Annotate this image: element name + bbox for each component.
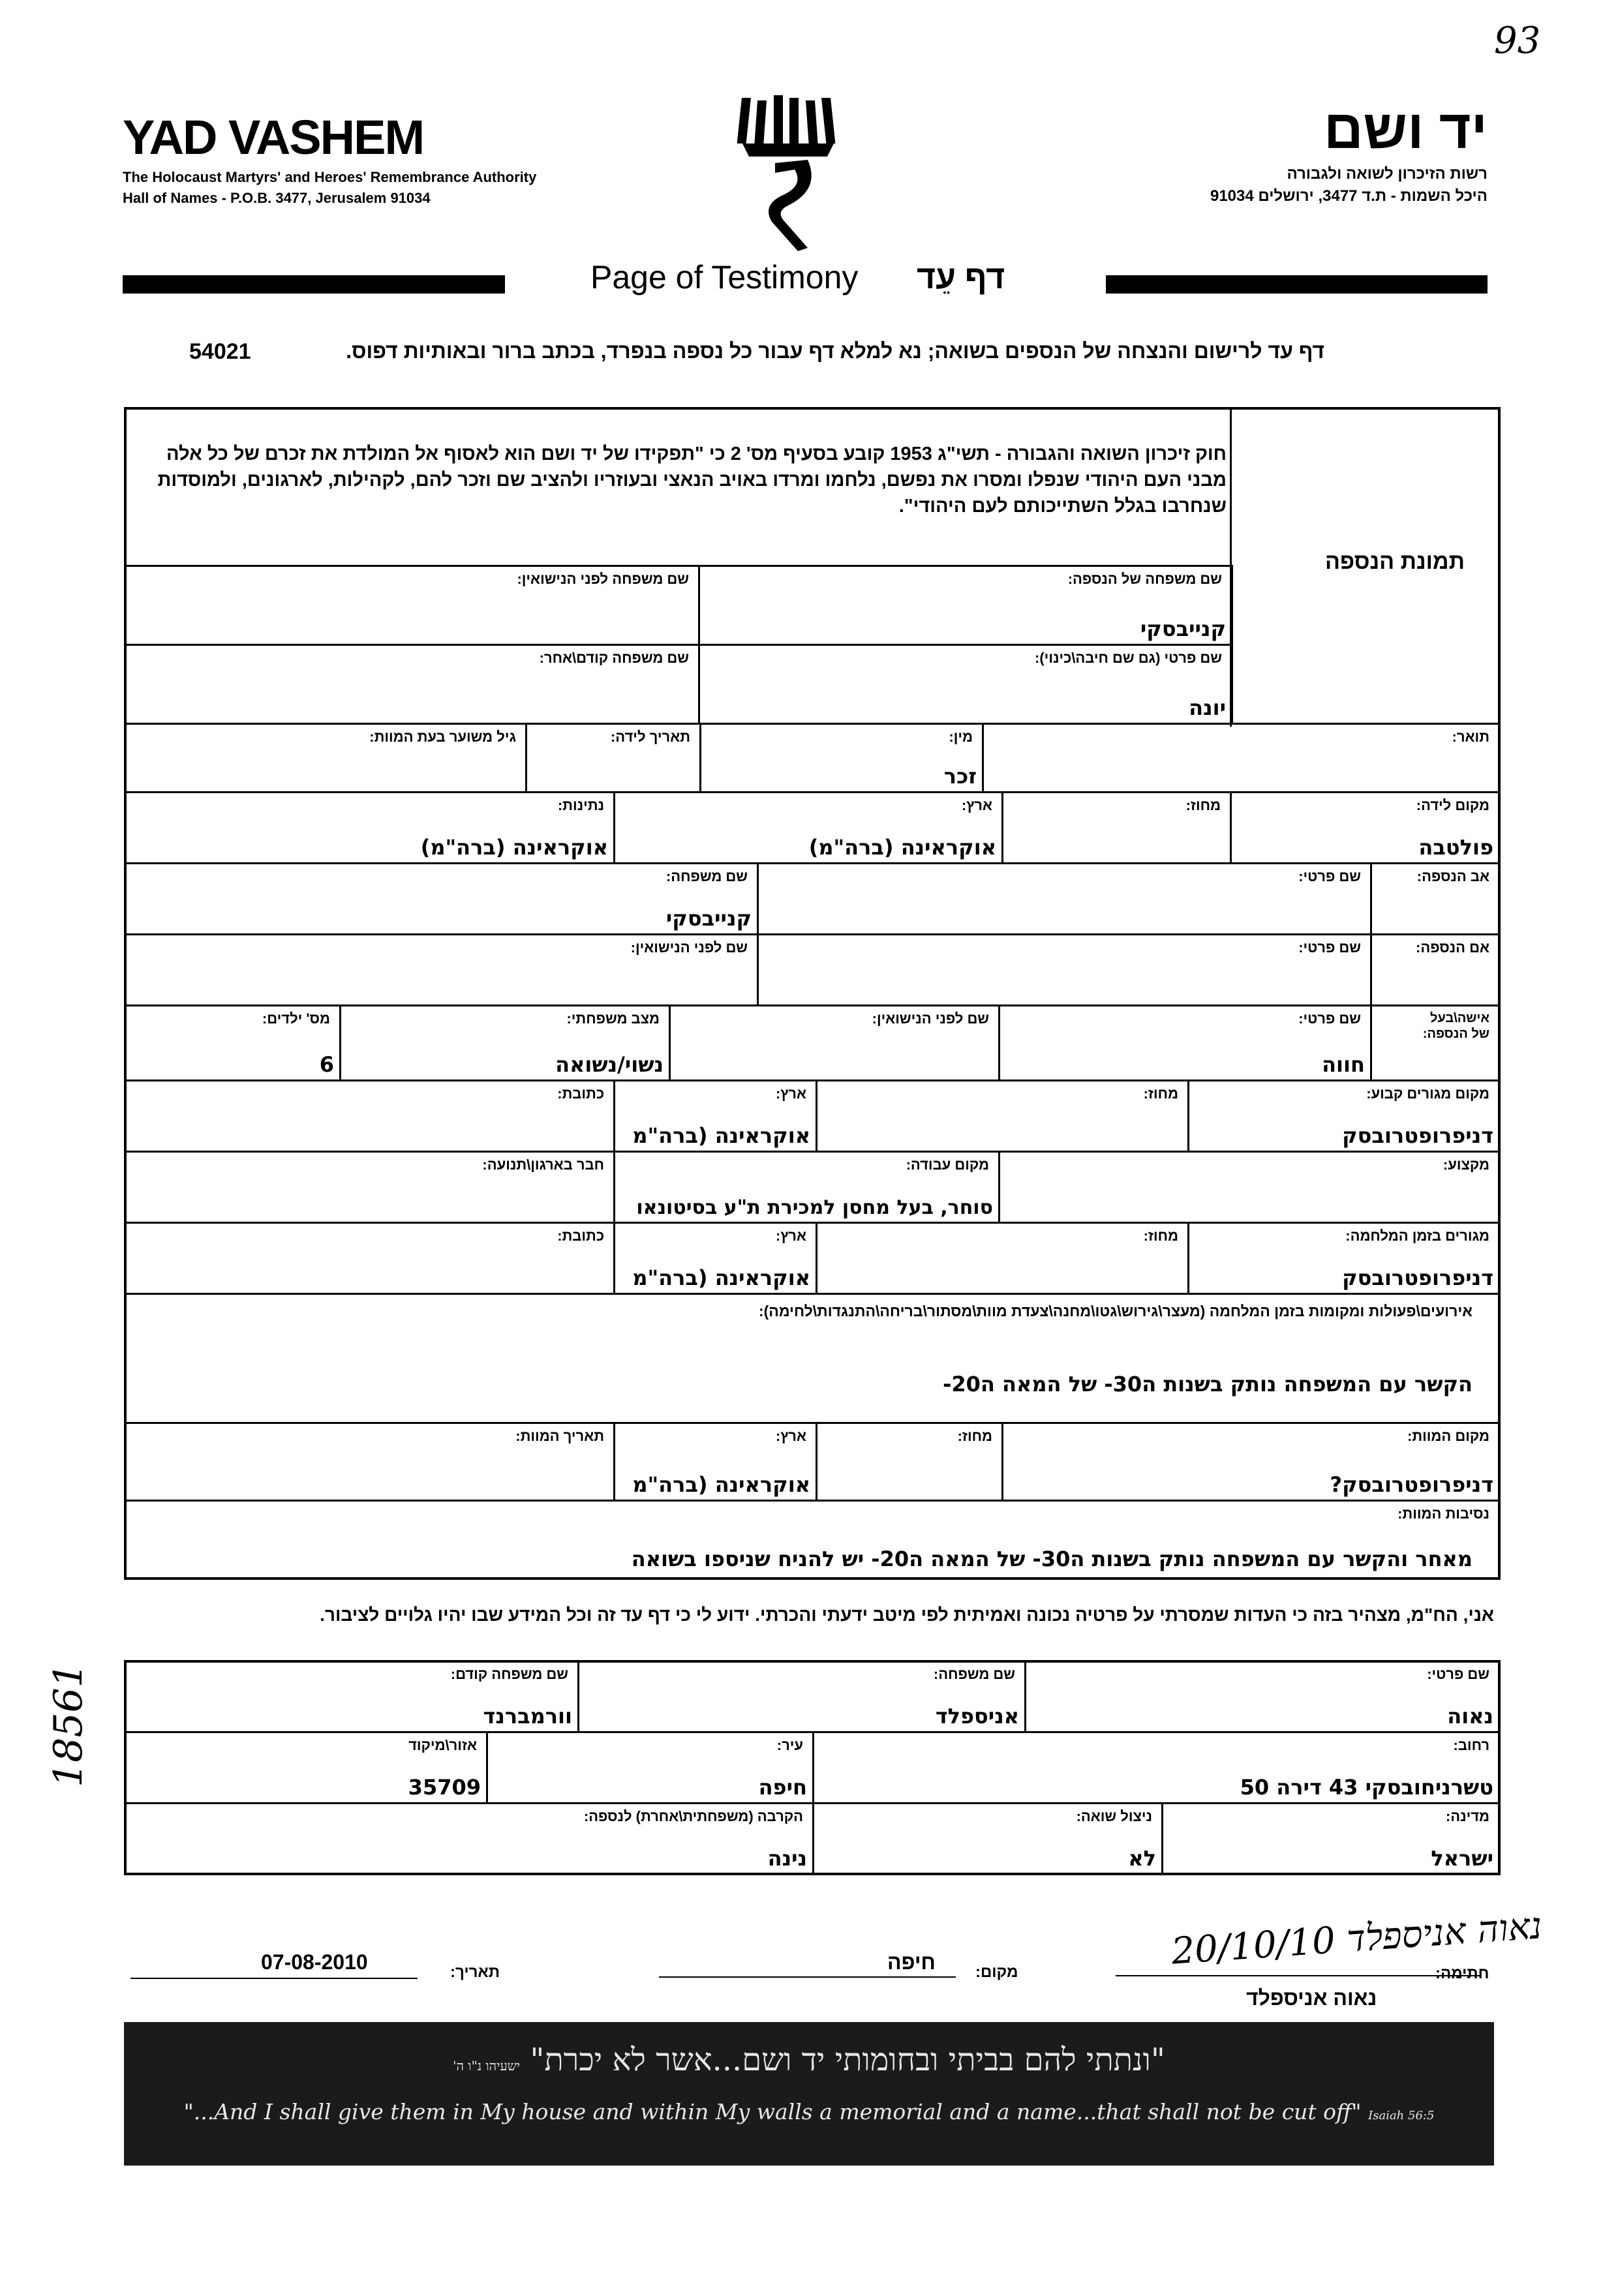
war-country-cell[interactable]: [613, 1222, 817, 1295]
war-address-cell[interactable]: [124, 1222, 615, 1295]
date-label: תאריך:: [450, 1963, 500, 1981]
war-residence-cell[interactable]: [1187, 1222, 1501, 1295]
war-region-cell[interactable]: [816, 1222, 1189, 1295]
death-cause-value: מאחר והקשר עם המשפחה נותק בשנות ה30- של המאה ה20- יש להניח שניספו בשואה: [631, 1547, 1473, 1571]
organization-cell[interactable]: [124, 1151, 615, 1224]
prev-surname-label: שם משפחה קודם\אחר:: [539, 650, 689, 666]
age-cell[interactable]: [124, 723, 527, 793]
street-cell[interactable]: [812, 1731, 1501, 1804]
country-label: מדינה:: [1445, 1808, 1489, 1824]
city-value: חיפה: [758, 1775, 807, 1800]
title-cell[interactable]: [982, 723, 1501, 793]
birth-country-label: ארץ:: [961, 797, 992, 813]
war-region-label: מחוז:: [1143, 1228, 1178, 1244]
war-country-label: ארץ:: [775, 1228, 806, 1244]
mother-maiden-cell[interactable]: [124, 933, 759, 1006]
residence-value: דניפרופטרובסק: [1342, 1123, 1493, 1148]
maiden-name-cell[interactable]: [124, 565, 700, 646]
submitter-surname-value: אניספלד: [935, 1704, 1019, 1729]
surname-label: שם משפחה של הנספה:: [1067, 571, 1222, 587]
zip-cell[interactable]: [124, 1731, 488, 1804]
zip-value: 35709: [408, 1775, 481, 1800]
marital-value: נשוי/נשואה: [555, 1052, 664, 1077]
place-label: מקום:: [975, 1963, 1018, 1981]
surname-cell[interactable]: [698, 565, 1233, 646]
sex-label: מין:: [949, 729, 973, 745]
father-first-label: שם פרטי:: [1298, 868, 1361, 884]
workplace-label: מקום עבודה:: [906, 1156, 989, 1173]
birth-region-label: מחוז:: [1185, 797, 1221, 813]
death-date-label: תאריך המוות:: [515, 1428, 604, 1444]
country-cell[interactable]: [1161, 1802, 1501, 1875]
father-label: אב הנספה:: [1416, 868, 1489, 884]
spouse-maiden-cell[interactable]: [669, 1004, 1000, 1081]
father-surname-label: שם משפחה:: [665, 868, 748, 884]
death-region-cell[interactable]: [816, 1422, 1003, 1502]
war-address-label: כתובת:: [557, 1228, 604, 1244]
street-value: טשרניחובסקי 43 דירה 50: [1240, 1775, 1493, 1800]
dob-cell[interactable]: [525, 723, 701, 793]
death-country-cell[interactable]: [613, 1422, 817, 1502]
footer-he-ref: ישעיהו נ"ו ה': [453, 2058, 521, 2074]
first-name-value: יונה: [1189, 695, 1226, 720]
survivor-value: לא: [1128, 1846, 1156, 1871]
residence-cell[interactable]: [1187, 1080, 1501, 1153]
residence-region-cell[interactable]: [816, 1080, 1189, 1153]
mother-first-label: שם פרטי:: [1298, 939, 1361, 956]
father-cell[interactable]: [1370, 862, 1501, 935]
city-label: עיר:: [776, 1737, 803, 1753]
surname-value: קנייבסקי: [1140, 616, 1226, 641]
maiden-name-label: שם משפחה לפני הנישואין:: [517, 571, 689, 587]
city-cell[interactable]: [486, 1731, 814, 1804]
submitter-prev-value: וורמברנד: [483, 1704, 572, 1729]
residence-region-label: מחוז:: [1143, 1085, 1178, 1102]
street-label: רחוב:: [1453, 1737, 1489, 1753]
title-label: תואר:: [1452, 729, 1489, 745]
spouse-maiden-label: שם לפני הנישואין:: [872, 1010, 989, 1027]
relation-value: נינה: [767, 1846, 807, 1871]
form-number: 54021: [189, 339, 251, 364]
death-country-value: אוקראינה (ברה"מ: [632, 1472, 810, 1497]
signature-line: [1116, 1975, 1481, 1976]
footer-he-quote: [124, 2042, 1494, 2078]
war-residence-value: דניפרופטרובסק: [1342, 1265, 1493, 1290]
mother-cell[interactable]: [1370, 933, 1501, 1006]
children-cell[interactable]: [124, 1004, 341, 1081]
country-value: ישראל: [1431, 1846, 1493, 1871]
war-residence-label: מגורים בזמן המלחמה:: [1345, 1228, 1489, 1244]
page-number: 93: [1494, 20, 1541, 62]
header-he: [1210, 98, 1488, 205]
relation-cell[interactable]: [124, 1802, 814, 1875]
dob-label: תאריך לידה:: [610, 729, 690, 745]
sex-cell[interactable]: [699, 723, 984, 793]
zip-label: אזור\מיקוד: [408, 1737, 477, 1753]
father-surname-value: קנייבסקי: [665, 906, 752, 931]
war-country-value: אוקראינה (ברה"מ: [632, 1265, 810, 1290]
place-line: [659, 1976, 956, 1978]
profession-label: מקצוע:: [1442, 1156, 1489, 1173]
page-title-he: דף עֵד: [917, 259, 1005, 295]
footer-en-quote: [124, 2099, 1494, 2124]
events-value: הקשר עם המשפחה נותק בשנות ה30- של המאה ה20-: [943, 1372, 1473, 1397]
prev-surname-cell[interactable]: [124, 644, 700, 725]
profession-cell[interactable]: [998, 1151, 1501, 1224]
declaration: אני, הח"מ, מצהיר בזה כי העדות שמסרתי על פרטיה נכונה ואמיתית לפי מיטב ידעתי והכרתי. ידוע לי כי דף עד זה וכל המידע שבו יהיו גלויים לציבור.: [320, 1605, 1494, 1625]
first-name-cell[interactable]: [698, 644, 1233, 725]
father-surname-cell[interactable]: [124, 862, 759, 935]
death-cause-cell[interactable]: [124, 1500, 1501, 1580]
death-place-label: מקום המוות:: [1407, 1428, 1489, 1444]
residence-address-label: כתובת:: [557, 1085, 604, 1102]
events-cell[interactable]: [124, 1293, 1501, 1424]
en-title: YAD VASHEM: [123, 110, 424, 164]
birth-country-value: אוקראינה (ברה"מ): [808, 835, 996, 860]
spouse-cell[interactable]: [1370, 1004, 1501, 1081]
father-first-cell[interactable]: [757, 862, 1372, 935]
signature-label: חתימה:: [1435, 1965, 1489, 1982]
death-place-cell[interactable]: [1001, 1422, 1501, 1502]
signature-handwritten: 20/10/10 נאוה אניספלד: [1170, 1905, 1544, 1973]
death-date-cell[interactable]: [124, 1422, 615, 1502]
spouse-first-cell[interactable]: [998, 1004, 1372, 1081]
submitter-first-value: נאוה: [1447, 1704, 1493, 1729]
footer-en-ref: Isaiah 56:5: [1368, 2109, 1435, 2122]
side-number: 18561: [46, 1663, 91, 1787]
survivor-label: ניצול שואה:: [1076, 1808, 1152, 1824]
first-name-label: שם פרטי (גם שם חיבה\כינוי):: [1035, 650, 1222, 666]
yad-vashem-logo-icon: [729, 91, 847, 254]
signature-name: נאוה אניספלד: [1246, 1986, 1377, 2010]
footer-en-text: "...And I shall give them in My house and within My walls a memorial and a name...that shall not be cut off": [183, 2099, 1362, 2124]
residence-address-cell[interactable]: [124, 1080, 615, 1153]
workplace-value: סוחר, בעל מחסן למכירת ת"ע בסיטונאו: [636, 1196, 993, 1219]
mother-label: אם הנספה:: [1416, 939, 1489, 956]
marital-label: מצב משפחתי:: [566, 1010, 660, 1027]
mother-maiden-label: שם לפני הנישואין:: [630, 939, 748, 956]
death-country-label: ארץ:: [775, 1428, 806, 1444]
spouse-first-value: חווה: [1322, 1052, 1365, 1077]
sex-value: זכר: [943, 764, 977, 789]
events-label: אירועים\פעולות ומקומות בזמן המלחמה (מעצר\גירוש\גטו\מחנה\צעדת מוות\מסתור\בריחה\התנגדות\לחימה):: [758, 1303, 1473, 1320]
title-bar-left: [123, 275, 505, 294]
residence-label: מקום מגורים קבוע:: [1366, 1085, 1489, 1102]
place-value: חיפה: [887, 1950, 936, 1974]
death-place-value: דניפרופטרובסק?: [1330, 1472, 1493, 1497]
mother-first-cell[interactable]: [757, 933, 1372, 1006]
en-subtitle-2: Hall of Names - P.O.B. 3477, Jerusalem 91034: [123, 190, 431, 206]
header-en: [123, 110, 536, 207]
submitter-prev-cell[interactable]: [124, 1660, 579, 1733]
organization-label: חבר בארגון\תנועה:: [482, 1156, 604, 1173]
residence-country-value: אוקראינה (ברה"מ: [632, 1123, 810, 1148]
birthplace-cell[interactable]: [1230, 791, 1501, 864]
residence-country-label: ארץ:: [775, 1085, 806, 1102]
birth-country-cell[interactable]: [613, 791, 1003, 864]
spouse-first-label: שם פרטי:: [1298, 1010, 1361, 1027]
law-text: חוק זיכרון השואה והגבורה - תשי"ג 1953 קובע בסעיף מס' 2 כי "תפקידו של יד ושם הוא לאסוף אל המולדת את זכרם של כל אלה מבני העם היהודי שנפלו ומסרו את נפשם, נלחמו ומרדו באויב הנאצי ובעוזריו ולהציב שם וזכר להם, לקהילות, לארגונים, ולמוסדות שנחרבו בגלל השתייכותם לעם היהודי".: [157, 444, 1227, 517]
marital-cell[interactable]: [339, 1004, 671, 1081]
date-value: 07-08-2010: [261, 1950, 368, 1974]
children-value: 6: [319, 1052, 334, 1077]
birth-region-cell[interactable]: [1001, 791, 1232, 864]
birthplace-value: פולטבה: [1418, 835, 1493, 860]
birthplace-label: מקום לידה:: [1416, 797, 1489, 813]
spouse-label: אישה\בעל של הנספה:: [1422, 1011, 1489, 1041]
footer-banner: [124, 2022, 1494, 2166]
residence-country-cell[interactable]: [613, 1080, 817, 1153]
submitter-surname-label: שם משפחה:: [933, 1666, 1015, 1682]
he-title: יד ושם: [1323, 98, 1488, 160]
date-line: [130, 1978, 418, 1979]
age-label: גיל משוער בעת המוות:: [369, 729, 516, 745]
death-region-label: מחוז:: [957, 1428, 992, 1444]
nationality-cell[interactable]: [124, 791, 615, 864]
photo-area: [1230, 410, 1499, 727]
page-title-en: Page of Testimony: [590, 259, 859, 295]
submitter-prev-label: שם משפחה קודם:: [450, 1666, 568, 1682]
nationality-value: אוקראינה (ברה"מ): [420, 835, 608, 860]
submitter-first-label: שם פרטי:: [1427, 1666, 1489, 1682]
photo-label: תמונת הנספה: [1324, 549, 1465, 574]
relation-label: הקרבה (משפחתית\אחרת) לנספה:: [583, 1808, 803, 1824]
he-subtitle-2: היכל השמות - ת.ד 3477, ירושלים 91034: [1210, 187, 1488, 205]
he-subtitle-1: רשות הזיכרון לשואה ולגבורה: [1287, 165, 1488, 183]
footer-he-text: "ונתתי להם בביתי ובחומותי יד ושם...אשר לא יכרת": [530, 2042, 1165, 2078]
en-subtitle-1: The Holocaust Martyrs' and Heroes' Remembrance Authority: [123, 169, 537, 185]
children-label: מס' ילדים:: [262, 1010, 330, 1027]
instructions: דף עד לרישום והנצחה של הנספים בשואה; נא למלא דף עבור כל נספה בנפרד, בכתב ברור ובאותיות דפוס.: [346, 339, 1324, 363]
survivor-cell[interactable]: [812, 1802, 1163, 1875]
workplace-cell[interactable]: [613, 1151, 1000, 1224]
death-cause-label: נסיבות המוות:: [1397, 1505, 1489, 1522]
submitter-first-cell[interactable]: [1024, 1660, 1501, 1733]
nationality-label: נתינות:: [557, 797, 604, 813]
submitter-surname-cell[interactable]: [577, 1660, 1026, 1733]
title-bar-right: [1106, 275, 1488, 294]
